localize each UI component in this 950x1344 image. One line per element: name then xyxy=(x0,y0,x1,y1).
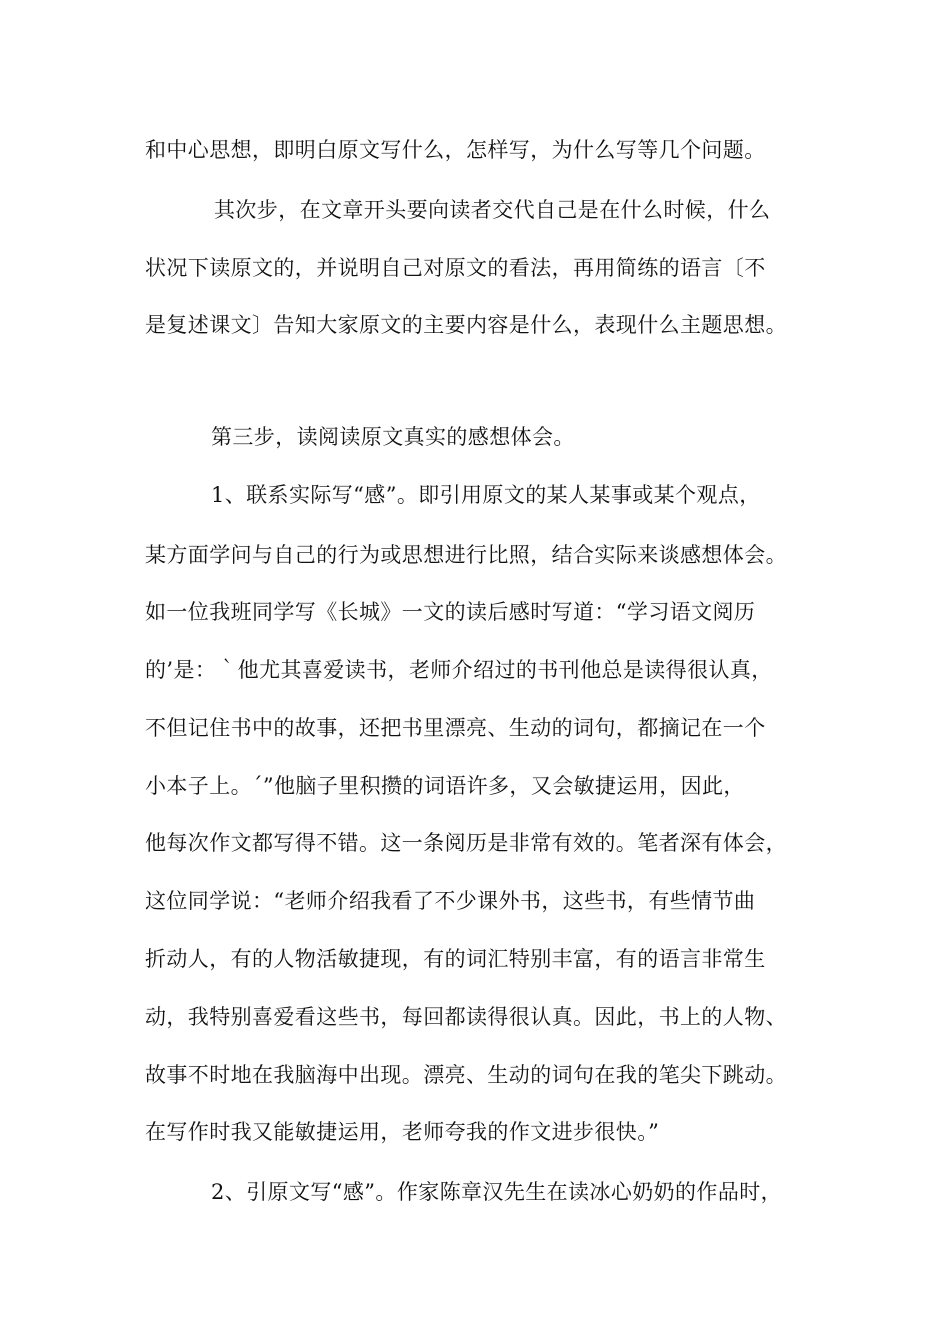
text-line-4: 是复述课文〕告知大家原文的主要内容是什么，表现什么主题思想。 xyxy=(145,313,787,337)
text-line-15: 动，我特别喜爱看这些书，每回都读得很认真。因此，书上的人物、 xyxy=(145,1005,787,1029)
text-line-3: 状况下读原文的，并说明自己对原文的看法，再用简练的语言〔不 xyxy=(145,256,766,280)
text-line-5: 第三步，读阅读原文真实的感想体会。 xyxy=(211,425,575,449)
text-line-1: 和中心思想，即明白原文写什么，怎样写，为什么写等几个问题。 xyxy=(145,138,766,162)
text-line-9: 的’是：｀他尤其喜爱读书，老师介绍过的书刊他总是读得很认真， xyxy=(145,658,773,682)
text-line-17: 在写作时我又能敏捷运用，老师夸我的作文进步很快。” xyxy=(145,1120,660,1144)
text-line-13: 这位同学说：“老师介绍我看了不少课外书，这些书，有些情节曲 xyxy=(145,889,756,913)
text-line-18: 2、引原文写“感”。作家陈章汉先生在读冰心奶奶的作品时， xyxy=(211,1180,783,1204)
text-line-14: 折动人，有的人物活敏捷现，有的词汇特别丰富，有的语言非常生 xyxy=(145,947,766,971)
text-line-11: 小本子上。´”他脑子里积攒的词语许多，又会敏捷运用，因此， xyxy=(145,774,745,798)
text-line-8: 如一位我班同学写《长城》一文的读后感时写道：“学习语文阅历 xyxy=(145,600,756,624)
text-line-6: 1、联系实际写“感”。即引用原文的某人某事或某个观点， xyxy=(211,483,761,507)
text-line-2: 其次步，在文章开头要向读者交代自己是在什么时候，什么 xyxy=(214,198,771,222)
text-line-10: 不但记住书中的故事，还把书里漂亮、生动的词句，都摘记在一个 xyxy=(145,716,766,740)
text-line-12: 他每次作文都写得不错。这一条阅历是非常有效的。笔者深有体会， xyxy=(145,831,787,855)
text-line-16: 故事不时地在我脑海中出现。漂亮、生动的词句在我的笔尖下跳动。 xyxy=(145,1063,787,1087)
text-line-7: 某方面学问与自己的行为或思想进行比照，结合实际来谈感想体会。 xyxy=(145,543,787,567)
